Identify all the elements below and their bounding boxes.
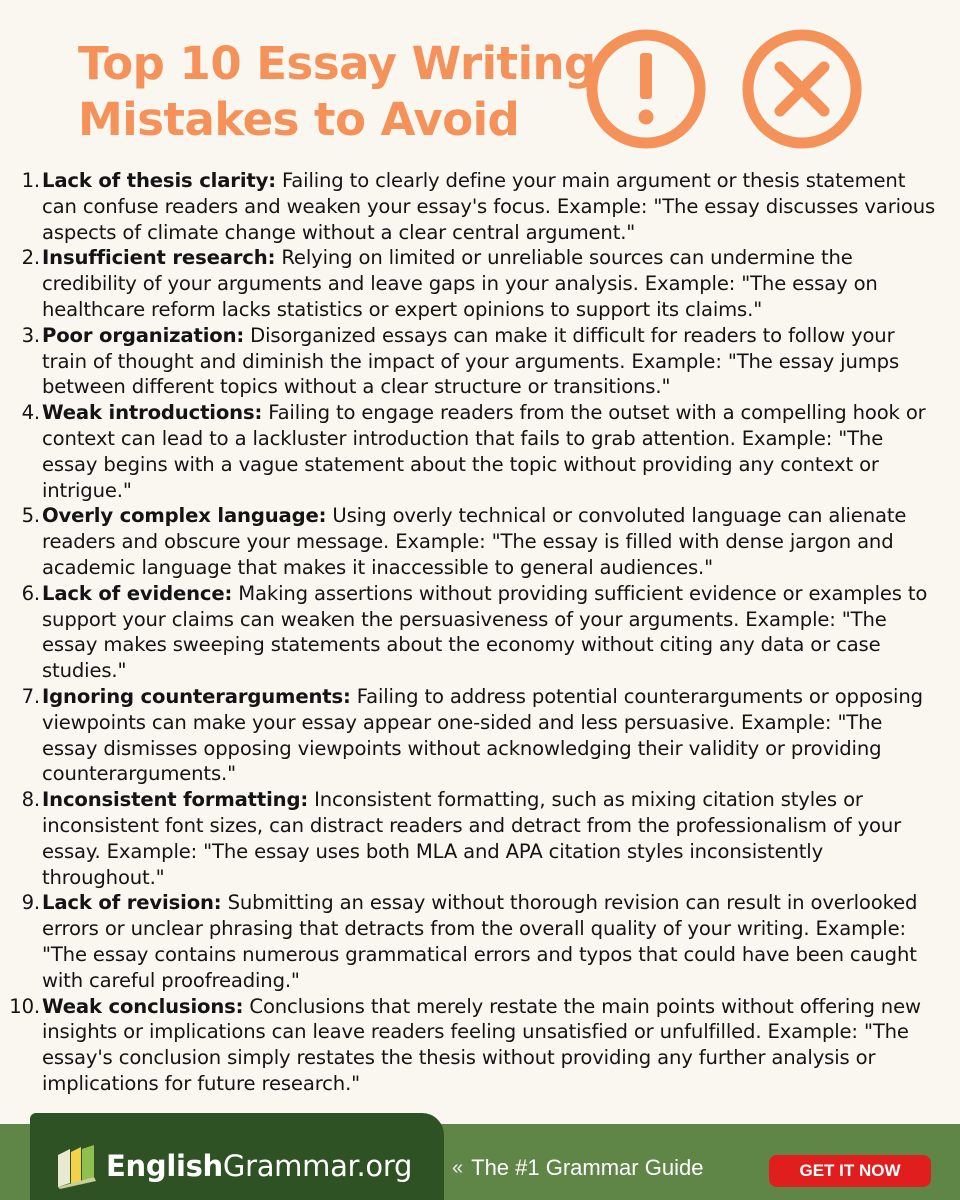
item-term: Weak introductions: (42, 401, 263, 425)
item-term: Poor organization: (42, 323, 245, 347)
item-text: Making assertions without providing sufficient evidence or examples to support your claims can weaken the persuasiveness of your arguments. Example: "The essay makes sweeping statements about the economy without citing any data or case studies." (42, 581, 928, 683)
item-term: Insufficient research: (42, 246, 276, 270)
brand-name (106, 1149, 412, 1183)
list-item (0, 994, 960, 1097)
item-text: Using overly technical or convoluted language can alienate readers and obscure your message. Example: "The essay is filled with dense jargon and academic language that makes it inaccessible to general audiences." (42, 504, 907, 579)
title-line-1: Top 10 Essay Writing (78, 37, 596, 90)
item-text: Relying on limited or unreliable sources can undermine the credibility of your arguments and leave gaps in your analysis. Example: "The essay on healthcare reform lacks statistics or expert opinions to support its claims." (42, 246, 878, 321)
get-it-now-button[interactable]: GET IT NOW (769, 1155, 931, 1187)
exclamation-circle-icon (582, 25, 710, 153)
brand-name-bold: English (106, 1149, 223, 1183)
brand-link[interactable] (54, 1136, 412, 1196)
item-term: Weak conclusions: (42, 994, 244, 1018)
list-item (0, 503, 960, 580)
item-term: Lack of revision: (42, 891, 222, 915)
item-number: 9. (21, 891, 40, 915)
item-term: Inconsistent formatting: (42, 788, 309, 812)
list-item (0, 890, 960, 993)
item-number: 10. (9, 994, 40, 1018)
list-item (0, 245, 960, 322)
item-term: Lack of evidence: (42, 581, 233, 605)
item-term: Lack of thesis clarity: (42, 169, 276, 192)
item-text: Submitting an essay without thorough revision can result in overlooked errors or unclear phrasing that detracts from the overall quality of your writing. Example: "The essay contains numerous grammatical errors and typos that could have been caught with careful proofreading." (42, 891, 918, 992)
list-item (0, 400, 960, 503)
list-item (0, 684, 960, 787)
item-term: Ignoring counterarguments: (42, 684, 351, 708)
tagline (452, 1155, 703, 1181)
mistakes-list (0, 168, 960, 1097)
x-circle-icon (738, 25, 866, 153)
page-title (78, 36, 596, 148)
item-text: Conclusions that merely restate the main points without offering new insights or implications can leave readers feeling unsatisfied or unfulfilled. Example: "The essay's conclusion simply restates the thesis without providing any further analysis or implications for future research." (42, 994, 921, 1095)
item-number: 6. (21, 581, 40, 605)
title-line-2: Mistakes to Avoid (78, 93, 520, 146)
book-pages-icon (54, 1143, 100, 1189)
item-number: 3. (21, 323, 40, 347)
item-number: 7. (21, 684, 40, 708)
list-item (0, 787, 960, 890)
item-term: Overly complex language: (42, 504, 327, 528)
item-number: 1. (21, 169, 40, 192)
item-number: 2. (21, 246, 40, 270)
item-text: Failing to address potential counterarguments or opposing viewpoints can make your essay appear one-sided and less persuasive. Example: "The essay dismisses opposing viewpoints without acknowledging their validity or providing counterarguments." (42, 684, 923, 786)
double-chevron-left-icon: « (452, 1156, 464, 1179)
brand-name-rest: Grammar.org (222, 1149, 413, 1183)
item-text: Failing to clearly define your main argument or thesis statement can confuse readers and weaken your essay's focus. Example: "The essay discusses various aspects of climate change without a clear central argument." (42, 169, 936, 244)
item-text: Inconsistent formatting, such as mixing citation styles or inconsistent font sizes, can distract readers and detract from the professionalism of your essay. Example: "The essay uses both MLA and APA citation styles inconsistently throughout." (42, 788, 902, 889)
item-number: 8. (21, 788, 40, 812)
item-text: Failing to engage readers from the outset with a compelling hook or context can lead to a lackluster introduction that fails to grab attention. Example: "The essay begins with a vague statement about the topic without providing any context or intrigue." (42, 401, 926, 502)
item-number: 4. (21, 401, 40, 425)
item-number: 5. (21, 504, 40, 528)
list-item (0, 323, 960, 400)
tagline-text: The #1 Grammar Guide (471, 1155, 704, 1180)
alert-icons (582, 25, 872, 155)
list-item (0, 168, 960, 245)
item-text: Disorganized essays can make it difficult for readers to follow your train of thought and diminish the impact of your arguments. Example: "The essay jumps between different topics without a clear structure or transitions." (42, 323, 900, 399)
list-item (0, 581, 960, 684)
